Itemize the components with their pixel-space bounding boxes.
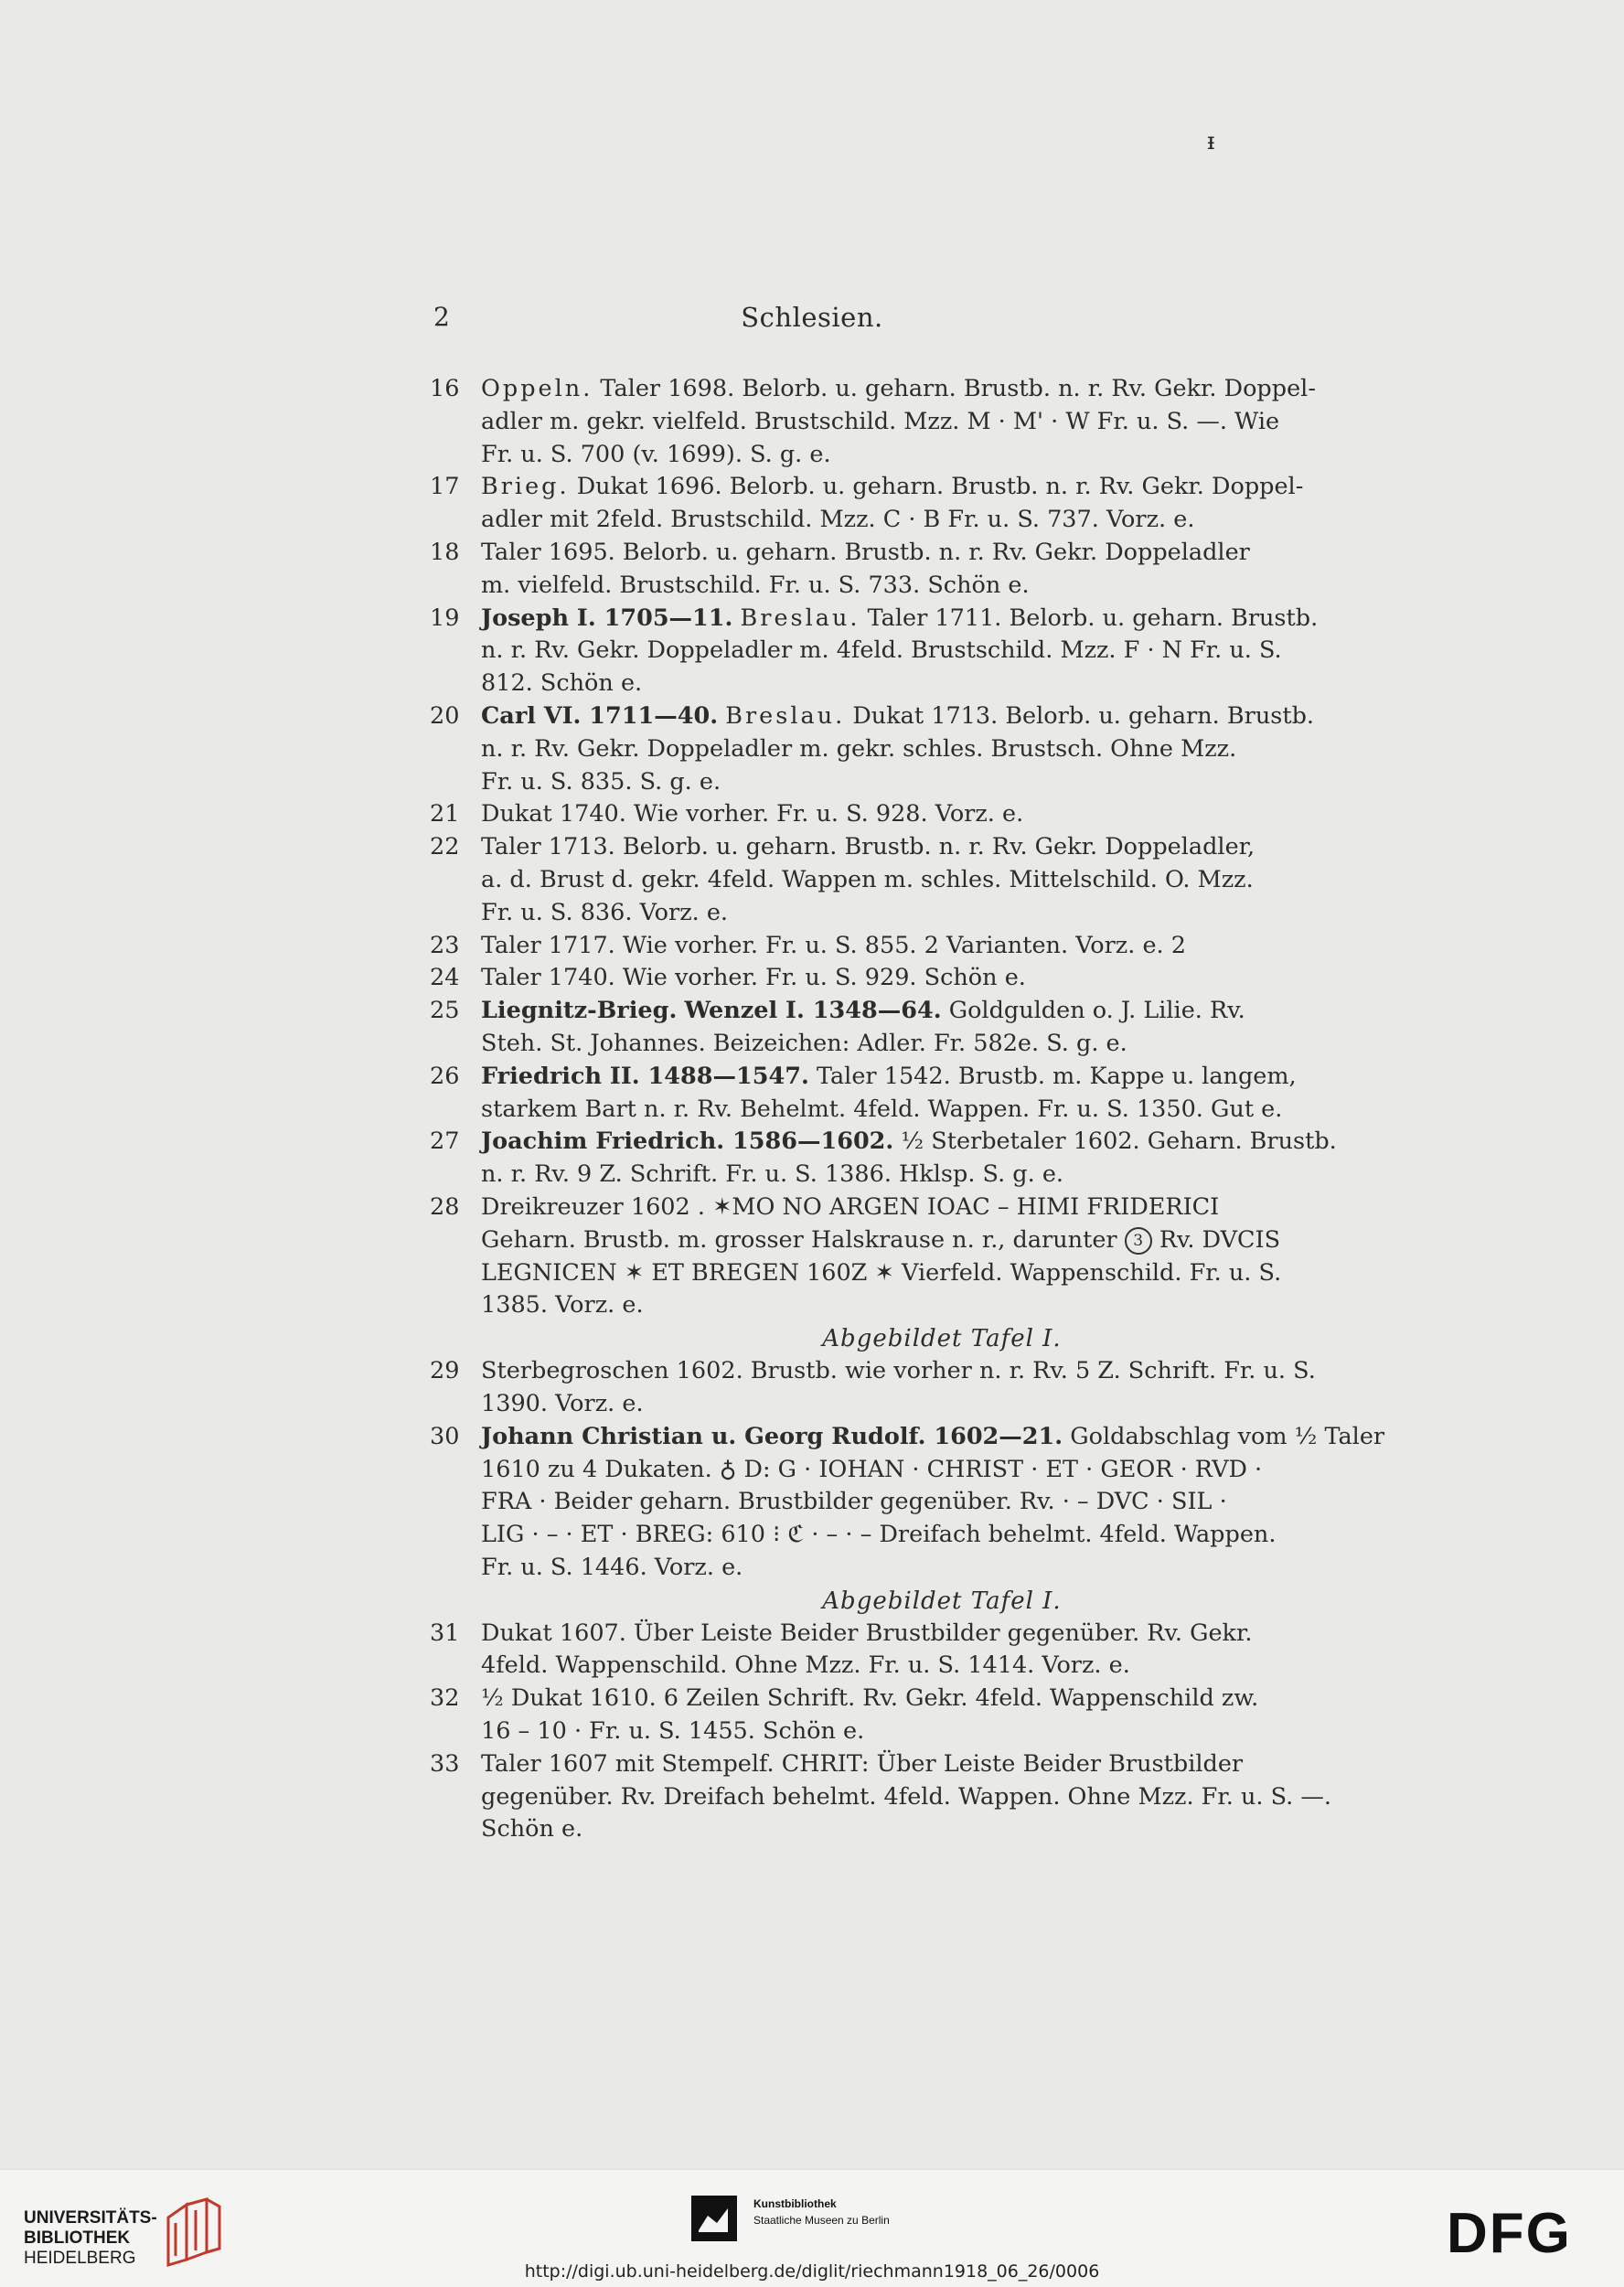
catalog-entry xyxy=(430,1061,1403,1127)
catalog-entries xyxy=(430,373,1403,1846)
source-url[interactable]: http://digi.ub.uni-heidelberg.de/diglit/riechmann1918_06_26/0006 xyxy=(524,2261,1100,2282)
entry-text-line: Joseph I. 1705—11. Breslau. Taler 1711. Belorb. u. geharn. Brustb. xyxy=(481,604,1319,632)
entry-text-line: n. r. Rv. 9 Z. Schrift. Fr. u. S. 1386. Hklsp. S. g. e. xyxy=(481,1160,1064,1189)
catalog-entry xyxy=(430,700,1403,798)
catalog-entry xyxy=(430,1192,1403,1322)
catalog-entry xyxy=(430,537,1403,603)
entry-text-line: 812. Schön e. xyxy=(481,669,643,698)
catalog-entry xyxy=(430,1355,1403,1421)
entry-text-line: Steh. St. Johannes. Beizeichen: Adler. Fr. 582e. S. g. e. xyxy=(481,1029,1127,1057)
entry-text-line: Taler 1607 mit Stempelf. CHRIT: Über Leiste Beider Brustbilder xyxy=(481,1749,1244,1778)
entry-text-line: n. r. Rv. Gekr. Doppeladler m. 4feld. Brustschild. Mzz. F · N Fr. u. S. xyxy=(481,636,1282,665)
entry-text-line: Brieg. Dukat 1696. Belorb. u. geharn. Brustb. n. r. Rv. Gekr. Doppel- xyxy=(481,473,1304,501)
entry-text-line: 1385. Vorz. e. xyxy=(481,1291,644,1320)
entry-number: 30 xyxy=(430,1422,460,1450)
entry-text-line: Johann Christian u. Georg Rudolf. 1602—21. Goldabschlag vom ½ Taler xyxy=(481,1422,1385,1450)
catalog-entry xyxy=(430,831,1403,929)
entry-number: 19 xyxy=(430,604,460,632)
entry-text-line: Dreikreuzer 1602 . ✶MO NO ARGEN IOAC – HIMI FRIDERICI xyxy=(481,1192,1220,1221)
catalog-entry xyxy=(430,1683,1403,1748)
entry-text-line: FRA · Beider geharn. Brustbilder gegenüber. Rv. · – DVC · SIL · xyxy=(481,1488,1227,1516)
entry-text-line: Fr. u. S. 836. Vorz. e. xyxy=(481,898,729,926)
entry-text-line: 1390. Vorz. e. xyxy=(481,1389,644,1417)
uni-logo-line: BIBLIOTHEK xyxy=(24,2228,131,2248)
catalog-entry xyxy=(430,798,1403,831)
catalog-entry xyxy=(430,995,1403,1061)
entry-number: 17 xyxy=(430,473,460,501)
kunstbibliothek-label[interactable] xyxy=(753,2196,890,2228)
entry-text-line: ½ Dukat 1610. 6 Zeilen Schrift. Rv. Gekr. 4feld. Wappenschild zw. xyxy=(481,1684,1259,1713)
entry-text-line: 4feld. Wappenschild. Ohne Mzz. Fr. u. S. 1414. Vorz. e. xyxy=(481,1651,1130,1680)
catalog-entry xyxy=(430,1421,1403,1585)
entry-text-line: Fr. u. S. 700 (v. 1699). S. g. e. xyxy=(481,440,831,468)
entry-number: 18 xyxy=(430,538,460,566)
uni-logo-line: HEIDELBERG xyxy=(24,2249,136,2268)
dfg-logo[interactable]: DFG xyxy=(1447,2202,1572,2265)
entry-number: 26 xyxy=(430,1062,460,1090)
entry-number: 25 xyxy=(430,997,460,1025)
entry-text-line: Schön e. xyxy=(481,1815,583,1843)
plate-caption: Abgebildet Tafel I. xyxy=(822,1587,1062,1615)
entry-number: 24 xyxy=(430,964,460,992)
entry-number: 28 xyxy=(430,1192,460,1221)
catalog-entry xyxy=(430,471,1403,537)
entry-text-line: Taler 1695. Belorb. u. geharn. Brustb. n. r. Rv. Gekr. Doppeladler xyxy=(481,538,1250,566)
entry-text-line: 1610 zu 4 Dukaten. ♁ D: G · IOHAN · CHRIST · ET · GEOR · RVD · xyxy=(481,1455,1263,1483)
entry-text-line: LIG · – · ET · BREG: 610 ⁝ ℭ · – · – Dreifach behelmt. 4feld. Wappen. xyxy=(481,1521,1277,1549)
kb-subtitle: Staatliche Museen zu Berlin xyxy=(753,2214,890,2227)
entry-text-line: LEGNICEN ✶ ET BREGEN 160Z ✶ Vierfeld. Wappenschild. Fr. u. S. xyxy=(481,1258,1282,1287)
entry-text-line: gegenüber. Rv. Dreifach behelmt. 4feld. Wappen. Ohne Mzz. Fr. u. S. —. xyxy=(481,1782,1331,1811)
entry-number: 31 xyxy=(430,1619,460,1647)
entry-text-line: Carl VI. 1711—40. Breslau. Dukat 1713. Belorb. u. geharn. Brustb. xyxy=(481,701,1314,730)
entry-number: 23 xyxy=(430,931,460,959)
entry-number: 21 xyxy=(430,800,460,828)
entry-text-line: Fr. u. S. 835. S. g. e. xyxy=(481,767,721,796)
entry-text-line: Joachim Friedrich. 1586—1602. ½ Sterbetaler 1602. Geharn. Brustb. xyxy=(481,1127,1337,1156)
entry-number: 16 xyxy=(430,375,460,402)
entry-text-line: starkem Bart n. r. Rv. Behelmt. 4feld. Wappen. Fr. u. S. 1350. Gut e. xyxy=(481,1095,1283,1123)
catalog-entry xyxy=(430,603,1403,700)
corner-mark: ᵻ xyxy=(1207,128,1215,155)
catalog-entry xyxy=(430,962,1403,995)
kb-title: Kunstbibliothek xyxy=(753,2197,837,2210)
entry-text-line: Sterbegroschen 1602. Brustb. wie vorher n. r. Rv. 5 Z. Schrift. Fr. u. S. xyxy=(481,1357,1316,1385)
entry-number: 27 xyxy=(430,1127,460,1156)
entry-text-line: adler m. gekr. vielfeld. Brustschild. Mzz. M · M' · W Fr. u. S. —. Wie xyxy=(481,407,1280,435)
kunstbibliothek-logo-icon xyxy=(691,2196,737,2241)
entry-text-line: m. vielfeld. Brustschild. Fr. u. S. 733. Schön e. xyxy=(481,571,1030,599)
catalog-entry xyxy=(430,1618,1403,1683)
entry-text-line: Liegnitz-Brieg. Wenzel I. 1348—64. Goldgulden o. J. Lilie. Rv. xyxy=(481,997,1245,1025)
entry-number: 20 xyxy=(430,701,460,730)
page-number: 2 xyxy=(433,302,450,332)
entry-text-line: Oppeln. Taler 1698. Belorb. u. geharn. Brustb. n. r. Rv. Gekr. Doppel- xyxy=(481,375,1316,402)
entry-text-line: Friedrich II. 1488—1547. Taler 1542. Brustb. m. Kappe u. langem, xyxy=(481,1062,1297,1090)
entry-text-line: Taler 1713. Belorb. u. geharn. Brustb. n. r. Rv. Gekr. Doppeladler, xyxy=(481,833,1255,861)
library-emblem-icon xyxy=(161,2196,225,2269)
entry-text-line: Taler 1740. Wie vorher. Fr. u. S. 929. Schön e. xyxy=(481,964,1026,992)
entry-number: 32 xyxy=(430,1684,460,1713)
entry-text-line: adler mit 2feld. Brustschild. Mzz. C · B Fr. u. S. 737. Vorz. e. xyxy=(481,506,1195,534)
entry-text-line: Dukat 1607. Über Leiste Beider Brustbilder gegenüber. Rv. Gekr. xyxy=(481,1619,1253,1647)
entry-text-line: Dukat 1740. Wie vorher. Fr. u. S. 928. Vorz. e. xyxy=(481,800,1024,828)
university-library-logo[interactable] xyxy=(24,2208,157,2269)
plate-caption: Abgebildet Tafel I. xyxy=(822,1325,1062,1353)
running-head: Schlesien. xyxy=(741,302,883,333)
entry-number: 22 xyxy=(430,833,460,861)
entry-text-line: n. r. Rv. Gekr. Doppeladler m. gekr. schles. Brustsch. Ohne Mzz. xyxy=(481,734,1237,763)
entry-number: 29 xyxy=(430,1357,460,1385)
entry-number: 33 xyxy=(430,1749,460,1778)
entry-text-line: Taler 1717. Wie vorher. Fr. u. S. 855. 2 Varianten. Vorz. e. 2 xyxy=(481,931,1186,959)
entry-text-line: a. d. Brust d. gekr. 4feld. Wappen m. schles. Mittelschild. O. Mzz. xyxy=(481,865,1254,893)
catalog-entry xyxy=(430,1748,1403,1846)
catalog-entry xyxy=(430,930,1403,963)
catalog-entry xyxy=(430,1126,1403,1192)
footer-bar xyxy=(0,2169,1624,2287)
entry-text-line: 16 – 10 · Fr. u. S. 1455. Schön e. xyxy=(481,1717,865,1746)
uni-logo-line: UNIVERSITÄTS- xyxy=(24,2208,157,2228)
entry-text-line: Geharn. Brustb. m. grosser Halskrause n. r., darunter 3 Rv. DVCIS xyxy=(481,1225,1281,1254)
entry-text-line: Fr. u. S. 1446. Vorz. e. xyxy=(481,1553,743,1581)
catalog-entry xyxy=(430,373,1403,471)
